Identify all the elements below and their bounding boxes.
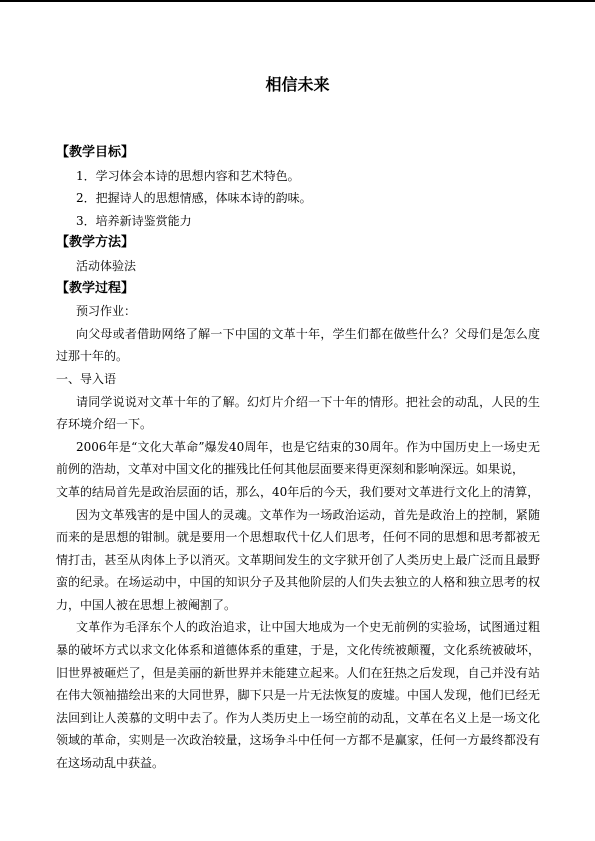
preview-text: 向父母或者借助网络了解一下中国的文革十年，学生们都在做些什么？父母们是怎么度过那十年的。 [56,326,540,364]
section-heading: 一、导入语 [56,371,117,386]
body-paragraph: 文革的结局首先是政治层面的话，那么，40年后的今天，我们要对文革进行文化上的清算， [56,484,540,499]
body-paragraph: 请同学说说对文革十年的了解。幻灯片介绍一下十年的情形。把社会的动乱，人民的生存环境介绍一下。 [56,394,540,432]
goal-item: 2．把握诗人的思想情感，体味本诗的韵味。 [76,191,312,206]
goal-item: 1．学习体会本诗的思想内容和艺术特色。 [76,168,300,183]
document-body [56,142,540,775]
goals-heading: 【教学目标】 [56,145,135,160]
preview-label: 预习作业： [76,304,137,319]
process-heading: 【教学过程】 [56,280,135,296]
document-title: 相信未来 [265,75,330,94]
method-heading: 【教学方法】 [56,235,135,251]
method-text: 活动体验法 [76,258,137,273]
body-paragraph: 因为文革残害的是中国人的灵魂。文革作为一场政治运动，首先是政治上的控制，紧随而来的是思想的钳制。就是要用一个思想取代十亿人们思考，任何不同的思想和思考都被无情打击，甚至从肉体上予以消灭。文革期间发生的文字狱开创了人类历史上最广泛而且最野蛮的纪录。在场运动中，中国的知识分子及其他阶层的人们失去独立的人格和独立思考的权力，中国人被在思想上被阉割了。 [56,507,540,612]
top-border-line [0,0,595,2]
goal-item: 3．培养新诗鉴赏能力 [76,213,192,228]
body-paragraph: 文革作为毛泽东个人的政治追求，让中国大地成为一个史无前例的实验场，试图通过粗暴的破坏方式以求文化体系和道德体系的重建，于是，文化传统被颠覆，文化系统被破坏，旧世界被砸烂了，但是美丽的新世界并未能建立起来。人们在狂热之后发现，自己并没有站在伟大领袖描绘出来的大同世界，脚下只是一片无法恢复的废墟。中国人发现，他们已经无法回到让人羡慕的文明中去了。作为人类历史上一场空前的动乱，文革在名义上是一场文化领域的革命，实则是一次政治较量，这场争斗中任何一方都不是赢家，任何一方最终都没有在这场动乱中获益。 [56,620,540,771]
body-paragraph: 2006年是“文化大革命”爆发40周年，也是它结束的30周年。作为中国历史上一场史无前例的浩劫，文革对中国文化的摧残比任何其他层面要来得更深刻和影响深远。如果说， [56,439,540,477]
